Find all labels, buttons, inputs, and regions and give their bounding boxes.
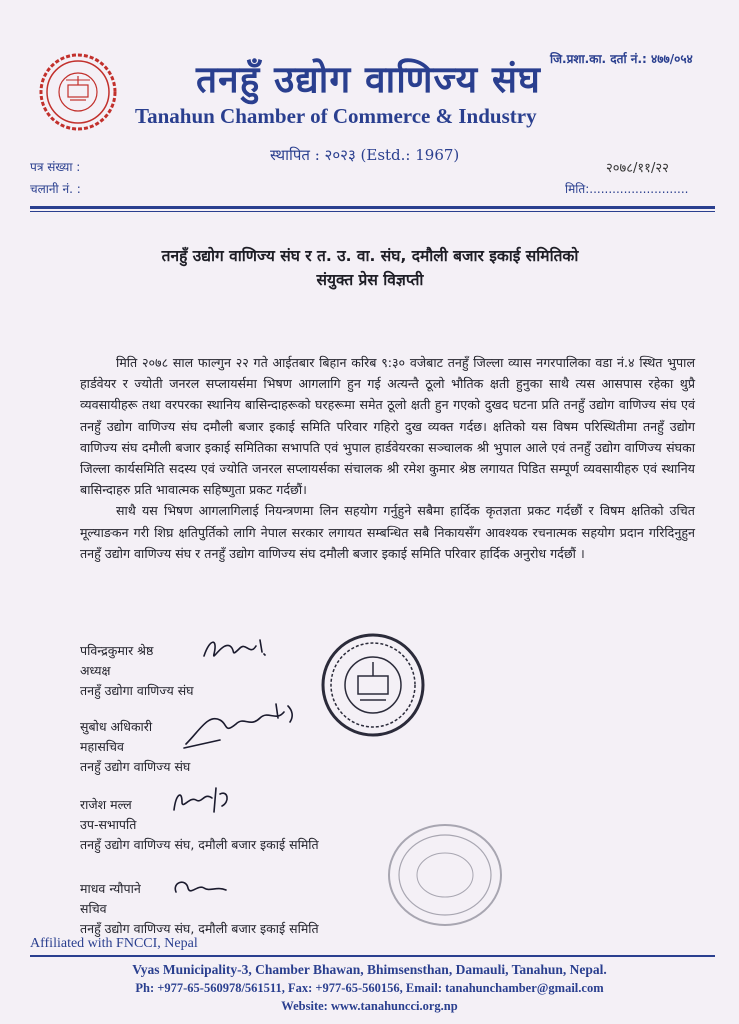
letterhead-divider-thin	[30, 211, 715, 212]
footer-address: Vyas Municipality-3, Chamber Bhawan, Bhimsensthan, Damauli, Tanahun, Nepal.	[132, 962, 607, 977]
handwritten-signature	[180, 700, 305, 752]
signatory-org: तनहुँ उद्योग वाणिज्य संघ, दमौली बजार इकाई समिति	[80, 921, 319, 936]
notice-heading: तनहुँ उद्योग वाणिज्य संघ र त. उ. वा. संघ, दमौली बजार इकाई समितिको	[161, 247, 579, 265]
signatory-role: उप-सभापति	[80, 817, 137, 832]
signatory-role: महासचिव	[80, 739, 124, 754]
letter-number-label: पत्र संख्या :	[30, 160, 81, 174]
official-round-stamp	[318, 630, 428, 740]
notice-paragraph-1: मिति २०७८ साल फाल्गुन २२ गते आईतबार बिहान करिब ९:३० वजेबाट तनहुँ जिल्ला व्यास नगरपालिका वडा नं.४ स्थित भुपाल हार्डवेयर र ज्योती जनरल सप्लायर्समा भिषण आगलागि हुन गई अत्यन्तै ठूलो भौतिक क्षती हुनुका साथै त्यस आसपास रहेका थुप्रै व्यवसायीहरू तथा वरपरका स्थानिय बासिन्दाहरूको घरहरूमा समेत ठूलो क्षती हुन गएको दुखद घटना प्रति तनहुँ उद्योग वाणिज्य संघ एवं तनहुँ उद्योग वाणिज्य संघ दमौली बजार इकाई समिति परिवार गहिरो दुख व्यक्त गर्दछ। क्षतिको यस विषम परिस्थितीमा तनहुँ उद्योग वाणिज्य संघ दमौली बजार इकाई समितिका सभापति एवं भुपाल हार्डवेयरका सञ्चालक श्री भुपाल आले एवं तनहुँ उद्योग वाणिज्य संघका जिल्ला कार्यसमिति सदस्य एवं ज्योति जनरल सप्लायर्सका संचालक श्री रमेश कुमार श्रेष्ठ लगायत पिडित सम्पूर्ण व्यवसायीहरु एवं स्थानिय बासिन्दाहरु प्रति भावात्मक सहिष्णुता प्रकट गर्दछौं।	[80, 355, 695, 498]
signatory-block-secretary-general	[80, 717, 190, 777]
signatory-name: राजेश मल्ल	[80, 797, 132, 812]
registration-number: जि.प्रशा.का. दर्ता नं.: ४७७/०५४	[550, 52, 693, 66]
handwritten-date: २०७८/११/२२	[606, 161, 669, 176]
notice-subheading: संयुक्त प्रेस विज्ञप्ती	[316, 271, 424, 289]
signatory-org: तनहुँ उद्योगा वाणिज्य संघ	[80, 683, 194, 698]
handwritten-signature	[168, 874, 238, 902]
footer-website: Website: www.tanahuncci.org.np	[281, 999, 458, 1013]
signatory-role: अध्यक्ष	[80, 663, 111, 678]
date-label: मिति:..........................	[565, 182, 689, 196]
letterhead-title-english: Tanahun Chamber of Commerce & Industry	[135, 104, 537, 128]
signatory-name: सुबोध अधिकारी	[80, 719, 153, 734]
notice-body	[80, 352, 695, 564]
signatory-name: पविन्द्रकुमार श्रेष्ठ	[80, 643, 154, 658]
signatory-org: तनहुँ उद्योग वाणिज्य संघ, दमौली बजार इकाई समिति	[80, 837, 319, 852]
dispatch-number-label: चलानी नं. :	[30, 182, 81, 196]
chamber-logo-seal	[38, 52, 118, 132]
letterhead-title-nepali: तनहुँ उद्योग वाणिज्य संघ	[196, 57, 541, 101]
footer-divider	[30, 955, 715, 957]
signatory-role: सचिव	[80, 901, 107, 916]
handwritten-signature	[168, 784, 238, 818]
letterhead-divider	[30, 206, 715, 209]
handwritten-signature	[200, 632, 270, 668]
affiliation: Affiliated with FNCCI, Nepal	[30, 936, 198, 951]
established-year: स्थापित : २०२३ (Estd.: 1967)	[270, 146, 460, 164]
signatory-org: तनहुँ उद्योग वाणिज्य संघ	[80, 759, 191, 774]
signatory-block-president	[80, 641, 194, 701]
signatory-name: माधव न्यौपाने	[80, 881, 141, 896]
notice-paragraph-2: साथै यस भिषण आगलागिलाई नियन्त्रणमा लिन सहयोग गर्नुहुने सबैमा हार्दिक कृतज्ञता प्रकट गर्दछौं र विषम क्षतिको उचित मूल्याङकन गरी शिघ्र क्षतिपुर्तिको लागि नेपाल सरकार लगायत सम्बन्धित सबै निकायसँग आवश्यक रचनात्मक सहयोग प्रदान गरिदिनुहुन तनहुँ उद्योग वाणिज्य संघ र तनहुँ उद्योग वाणिज्य संघ दमौली बजार इकाई समिति परिवार हार्दिक अनुरोध गर्दछौं ।	[80, 503, 695, 561]
damauli-unit-stamp	[385, 820, 505, 930]
footer-contact: Ph: +977-65-560978/561511, Fax: +977-65-560156, Email: tanahunchamber@gmail.com	[135, 981, 604, 995]
